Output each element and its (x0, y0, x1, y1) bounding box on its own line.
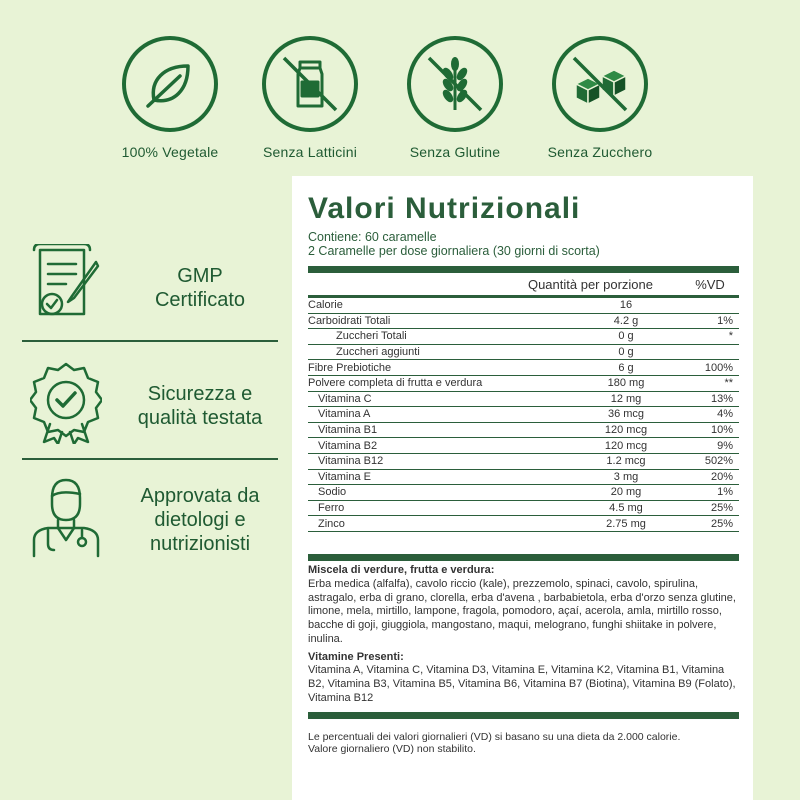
nutrient-name: Carboidrati Totali (308, 314, 391, 327)
nutrient-name: Zuccheri Totali (336, 330, 407, 343)
feature-text (122, 354, 278, 458)
divider (22, 340, 278, 342)
badge-sugar-free (530, 36, 670, 160)
nutrient-quantity: 3 mg (613, 470, 639, 483)
nutrient-vd: 1% (717, 314, 733, 327)
spacer (308, 532, 739, 554)
doctor-icon (30, 476, 102, 558)
nutrient-vd: 20% (710, 470, 733, 483)
nutrient-name: Sodio (318, 486, 347, 499)
nutrient-quantity: 120 mcg (604, 439, 648, 452)
table-header (308, 273, 739, 295)
nutrient-quantity: 0 g (618, 330, 634, 343)
thick-rule (308, 554, 739, 561)
divider (22, 458, 278, 460)
leaf-icon (122, 36, 218, 132)
nutrient-quantity: 180 mg (607, 377, 645, 390)
panel-title: Valori Nutrizionali (308, 192, 581, 225)
quality-seal-icon (30, 362, 102, 444)
badge-row (0, 36, 800, 160)
nutrient-vd: * (728, 330, 733, 343)
feature-text (122, 468, 278, 572)
nutrient-name: Vitamina C (318, 392, 372, 405)
blend-section (308, 561, 739, 706)
header-quantity: Quantità per porzione (527, 276, 653, 292)
table-row (308, 423, 739, 439)
nutrient-vd: ** (724, 377, 733, 390)
nutrient-name: Fibre Prebiotiche (308, 361, 392, 374)
feature-approved (22, 468, 278, 572)
nutrient-quantity: 6 g (618, 361, 634, 374)
nutrient-name: Vitamina E (318, 470, 371, 483)
nutrient-vd: 502% (704, 455, 733, 468)
footnote (308, 719, 739, 756)
nutrient-quantity: 4.5 mg (609, 502, 643, 515)
thick-rule (308, 266, 739, 273)
feature-quality (22, 354, 278, 458)
vitamins-text: Vitamina A, Vitamina C, Vitamina D3, Vitamina E, Vitamina K2, Vitamina B1, Vitamina B2, Vitamina B3, Vitamina B5, Vitamina B6, Vitamina B7 (Biotina), Vitamina B9 (Folato), Vitamina B12 (308, 664, 736, 705)
nutrient-name: Ferro (318, 502, 345, 515)
table-row (308, 298, 739, 314)
nutrient-quantity: 12 mg (610, 392, 642, 405)
table-row (308, 376, 739, 392)
nutrient-quantity: 36 mcg (607, 408, 645, 421)
nutrient-vd: 25% (710, 517, 733, 530)
nutrient-quantity: 120 mcg (604, 424, 648, 437)
feature-gmp (22, 236, 278, 340)
feature-text (122, 236, 278, 340)
badge-label: Senza Glutine (409, 144, 501, 160)
table-row (308, 516, 739, 532)
badge-vegan (100, 36, 240, 160)
nutrient-quantity: 0 g (618, 346, 634, 359)
table-row (308, 392, 739, 408)
nutrient-vd: 4% (717, 408, 733, 421)
nutrient-quantity: 4.2 g (613, 314, 639, 327)
table-row (308, 501, 739, 517)
nutrient-vd: 10% (710, 424, 733, 437)
vitamins-heading: Vitamine Presenti: (308, 650, 404, 663)
badge-label: 100% Vegetale (121, 144, 219, 160)
certificate-icon (30, 244, 102, 326)
nutrition-panel (292, 176, 753, 800)
footnote-line: Valore giornaliero (VD) non stabilito. (308, 743, 476, 756)
table-row (308, 360, 739, 376)
table-row (308, 407, 739, 423)
table-row (308, 314, 739, 330)
feature-line: Sicurezza e qualità testata (137, 383, 263, 429)
badge-label: Senza Zucchero (547, 144, 653, 160)
badge-gluten-free (385, 36, 525, 160)
table-row (308, 345, 739, 361)
header-vd: %VD (695, 276, 725, 292)
thick-rule (308, 712, 739, 719)
nutrient-vd: 25% (710, 502, 733, 515)
nutrient-name: Vitamina B12 (318, 455, 384, 468)
nutrient-name: Calorie (308, 299, 343, 312)
nutrient-quantity: 16 (619, 299, 633, 312)
nutrient-name: Polvere completa di frutta e verdura (308, 377, 483, 390)
nutrient-name: Zinco (318, 517, 345, 530)
nutrient-quantity: 2.75 mg (606, 517, 646, 530)
table-row (308, 485, 739, 501)
table-row (308, 438, 739, 454)
milk-carton-crossed-icon (262, 36, 358, 132)
footnote-line: Le percentuali dei valori giornalieri (VD) si basano su una dieta da 2.000 calorie. (308, 730, 681, 743)
nutrient-vd: 100% (704, 361, 733, 374)
nutrient-name: Vitamina B2 (318, 439, 378, 452)
wheat-crossed-icon (407, 36, 503, 132)
table-row (308, 454, 739, 470)
feature-line: Approvata da dietologi e nutrizionisti (140, 485, 260, 555)
panel-contains: Contiene: 60 caramelle (308, 230, 437, 244)
nutrient-name: Vitamina A (318, 408, 371, 421)
nutrient-quantity: 20 mg (610, 486, 642, 499)
sugar-cubes-crossed-icon (552, 36, 648, 132)
blend-heading: Miscela di verdure, frutta e verdura: (308, 563, 495, 576)
nutrient-vd: 9% (717, 439, 733, 452)
badge-label: Senza Latticini (262, 144, 358, 160)
feature-line: GMP Certificato (154, 265, 246, 311)
nutrient-quantity: 1.2 mcg (606, 455, 646, 468)
nutrient-vd: 1% (717, 486, 733, 499)
nutrient-vd: 13% (710, 392, 733, 405)
table-row (308, 329, 739, 345)
panel-dose: 2 Caramelle per dose giornaliera (30 giorni di scorta) (308, 244, 600, 258)
table-row (308, 470, 739, 486)
nutrient-name: Zuccheri aggiunti (336, 346, 420, 359)
nutrient-table (308, 298, 739, 532)
nutrient-name: Vitamina B1 (318, 424, 378, 437)
blend-text: Erba medica (alfalfa), cavolo riccio (kale), prezzemolo, spinaci, cavolo, spirulina, astragalo, erba di grano, clorella, erba d'avena , barbabietola, erba d'orzo senza glutine, limone, mela, mirtillo, lampone, fragola, pomodoro, açaí, acerola, amla, mirtillo rosso, bacche di goji, giuggiola, mangostano, maqui, melograno, funghi shiitake in polvere, inulina. (308, 577, 736, 645)
badge-dairy-free (240, 36, 380, 160)
